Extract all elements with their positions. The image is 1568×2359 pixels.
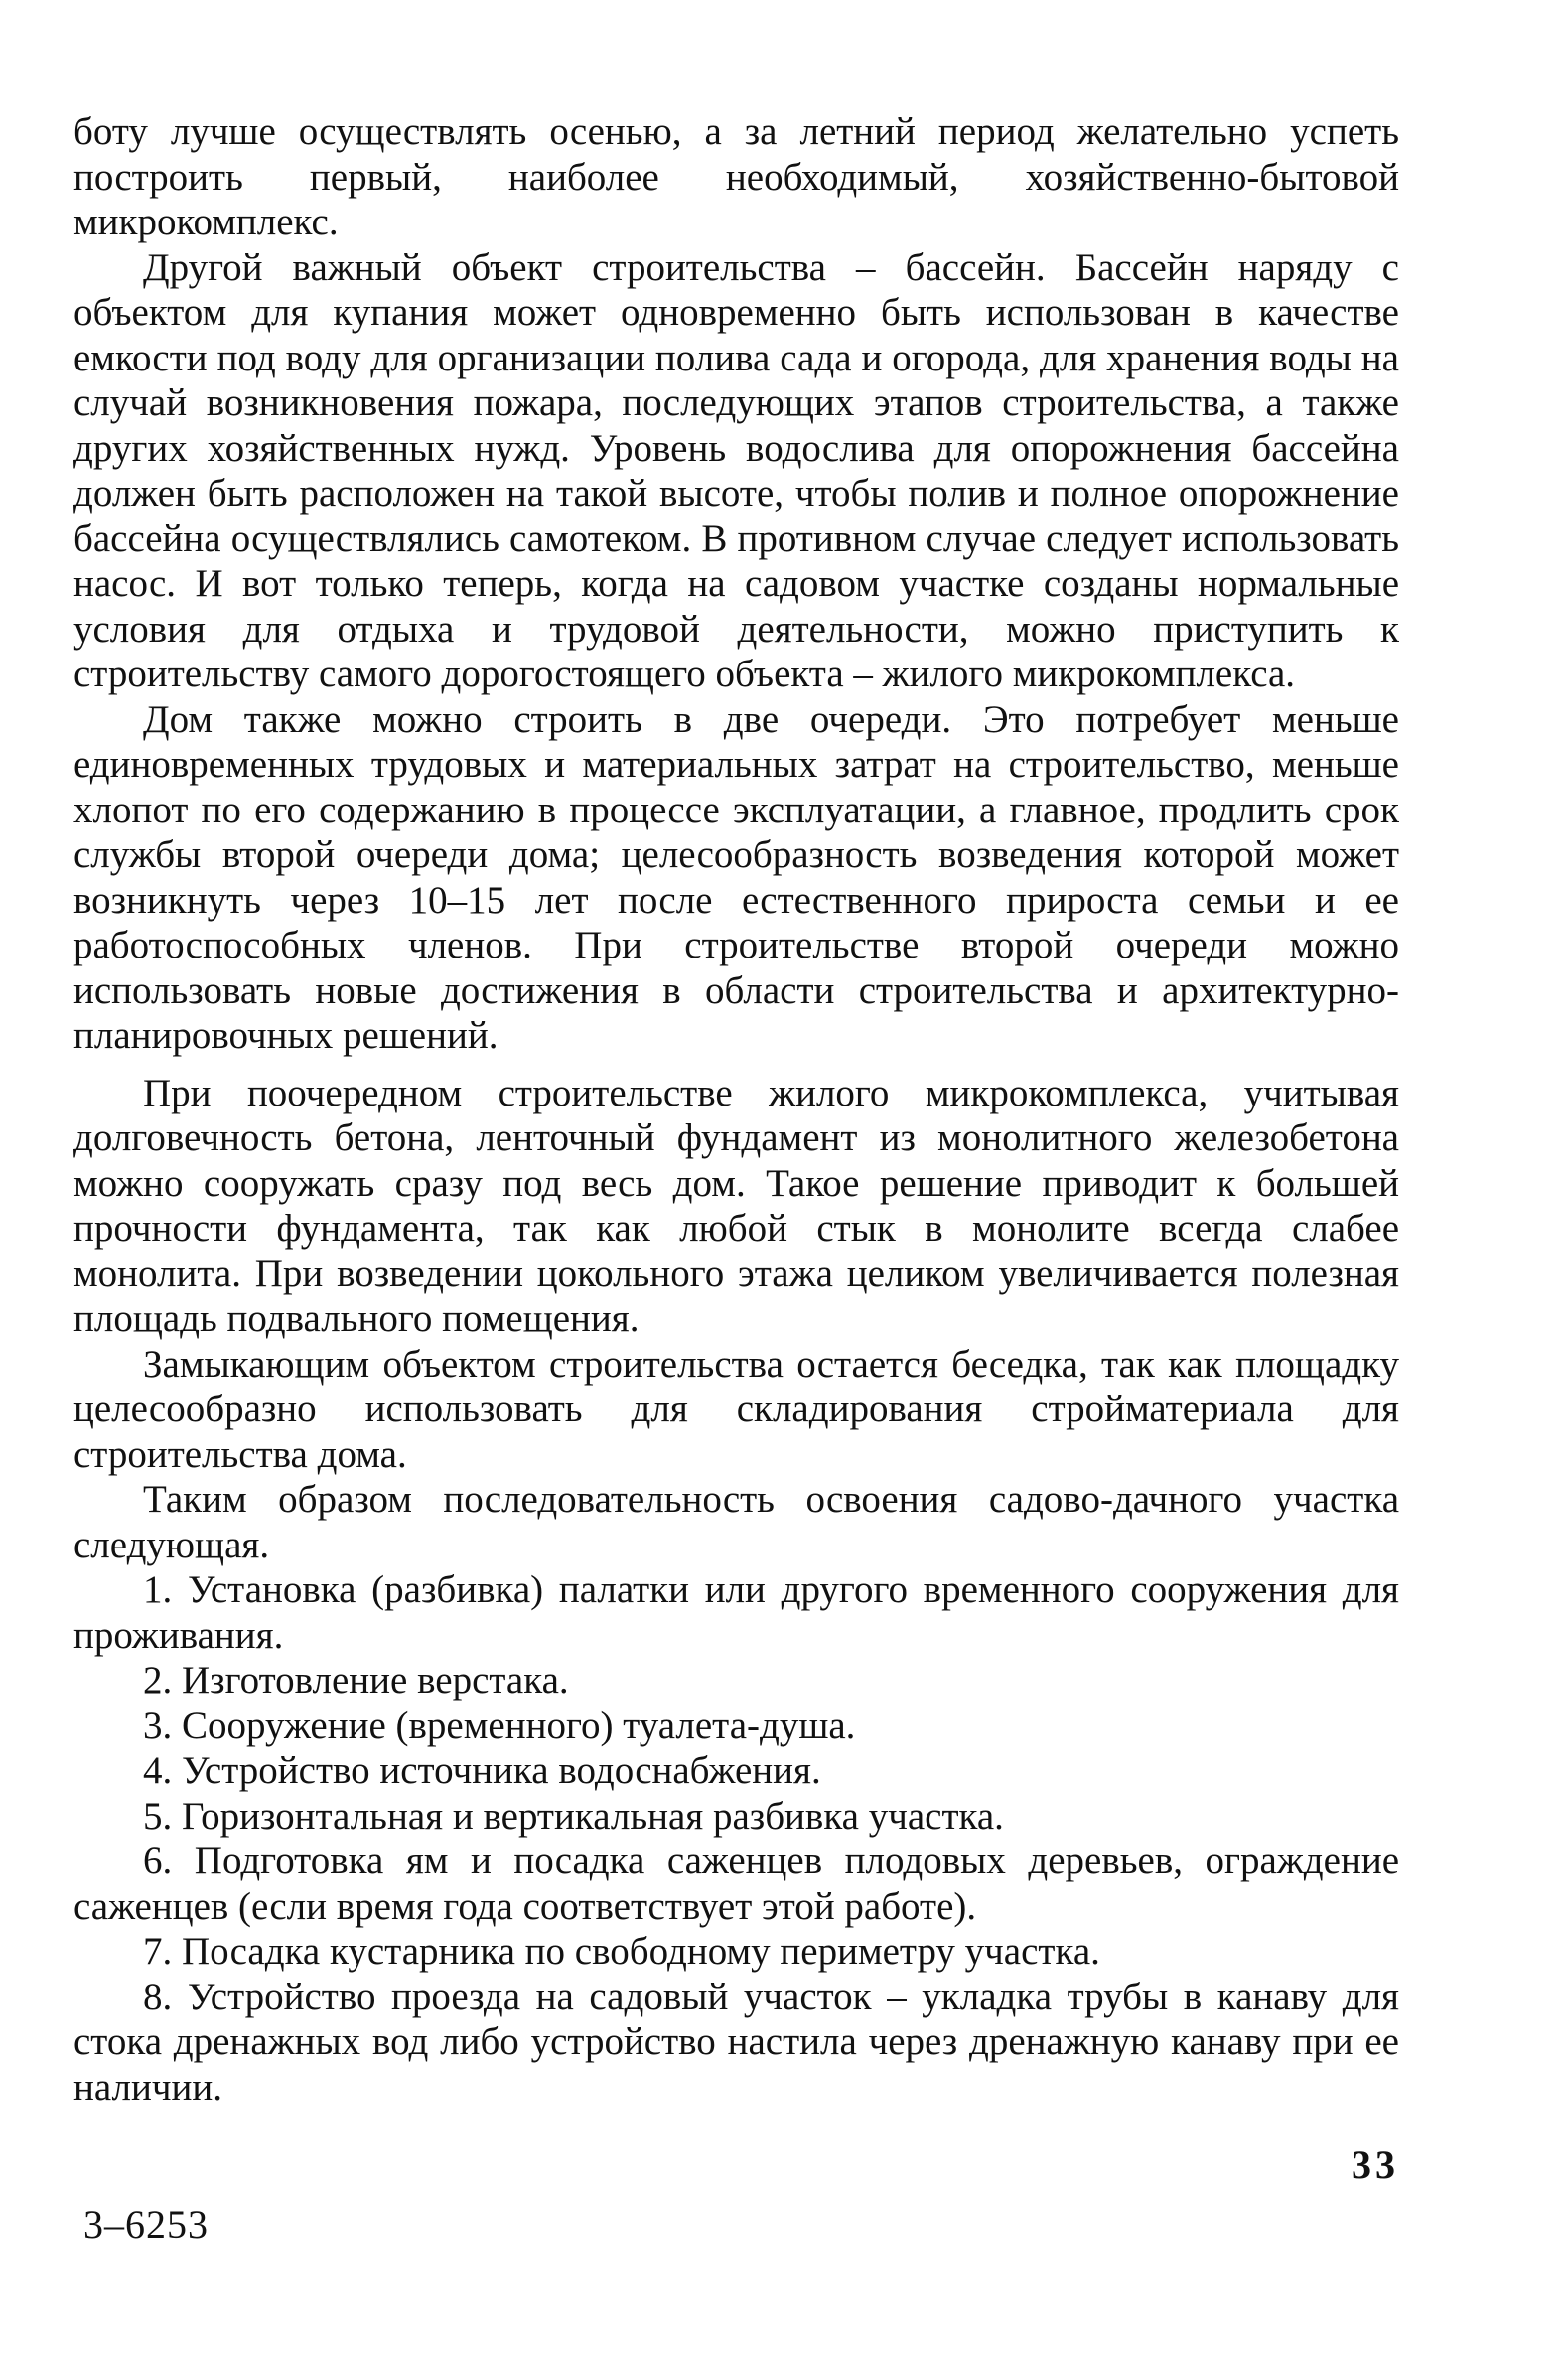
paragraph-gazebo: Замыкающим объектом строительства остается беседка, так как площадку целесообразно использовать для складирования стройматериала для строительства дома. bbox=[73, 1342, 1399, 1476]
paragraph-pool: Другой важный объект строительства – бассейн. Бассейн наряду с объектом для купания может одновременно быть использован в качестве емкости под воду для организации полива сада и огорода, для хранения воды на случай возникновения пожара, последующих этапов строительства, а также других хозяйственных нужд. Уровень водослива для опорожнения бассейна должен быть расположен на такой высоте, чтобы полив и полное опорожнение бассейна осуществлялись самотеком. В противном случае следует использовать насос. И вот только теперь, когда на садовом участке созданы нормальные условия для отдыха и трудовой деятельности, можно приступить к строительству самого дорогостоящего объекта – жилого микрокомплекса. bbox=[73, 245, 1399, 695]
list-item: 7. Посадка кустарника по свободному периметру участка. bbox=[143, 1930, 1100, 1973]
sequence-list bbox=[73, 1567, 1399, 2110]
list-item: 5. Горизонтальная и вертикальная разбивка участка. bbox=[143, 1794, 1004, 1838]
list-item: 8. Устройство проезда на садовый участок – укладка трубы в канаву для стока дренажных вод либо устройство настила через дренажную канаву при ее наличии. bbox=[73, 1975, 1399, 2109]
page-number: 33 bbox=[1352, 2142, 1399, 2187]
list-item: 4. Устройство источника водоснабжения. bbox=[143, 1749, 821, 1792]
list-item: 3. Сооружение (временного) туалета-душа. bbox=[143, 1703, 856, 1747]
list-item: 6. Подготовка ям и посадка саженцев плодовых деревьев, ограждение саженцев (если время года соответствует этой работе). bbox=[73, 1840, 1399, 1928]
list-item: 1. Установка (разбивка) палатки или другого временного сооружения для проживания. bbox=[73, 1568, 1399, 1657]
paragraph-continuation: боту лучше осуществлять осенью, а за летний период желательно успеть построить первый, наиболее необходимый, хозяйственно-бытовой микрокомплекс. bbox=[73, 110, 1399, 243]
list-item: 2. Изготовление верстака. bbox=[143, 1659, 569, 1701]
paragraph-house-stages: Дом также можно строить в две очереди. Это потребует меньше единовременных трудовых и материальных затрат на строительство, меньше хлопот по его содержанию в процессе эксплуатации, а главное, продлить срок службы второй очереди дома; целесообразность возведения которой может возникнуть через 10–15 лет после естественного прироста семьи и ее работоспособных членов. При строительстве второй очереди можно использовать новые достижения в области строительства и архитектурно-планировочных решений. bbox=[73, 697, 1399, 1057]
body-text bbox=[73, 109, 1399, 2110]
paragraph-sequence-intro: Таким образом последовательность освоения садово-дачного участка следующая. bbox=[73, 1478, 1399, 1566]
paragraph-foundation: При поочередном строительстве жилого микрокомплекса, учитывая долговечность бетона, ленточный фундамент из монолитного железобетона можно сооружать сразу под весь дом. Такое решение приводит к большей прочности фундамента, так как любой стык в монолите всегда слабее монолита. При возведении цокольного этажа целиком увеличивается полезная площадь подвального помещения. bbox=[73, 1071, 1399, 1340]
print-signature-code: 3–6253 bbox=[83, 2202, 209, 2247]
